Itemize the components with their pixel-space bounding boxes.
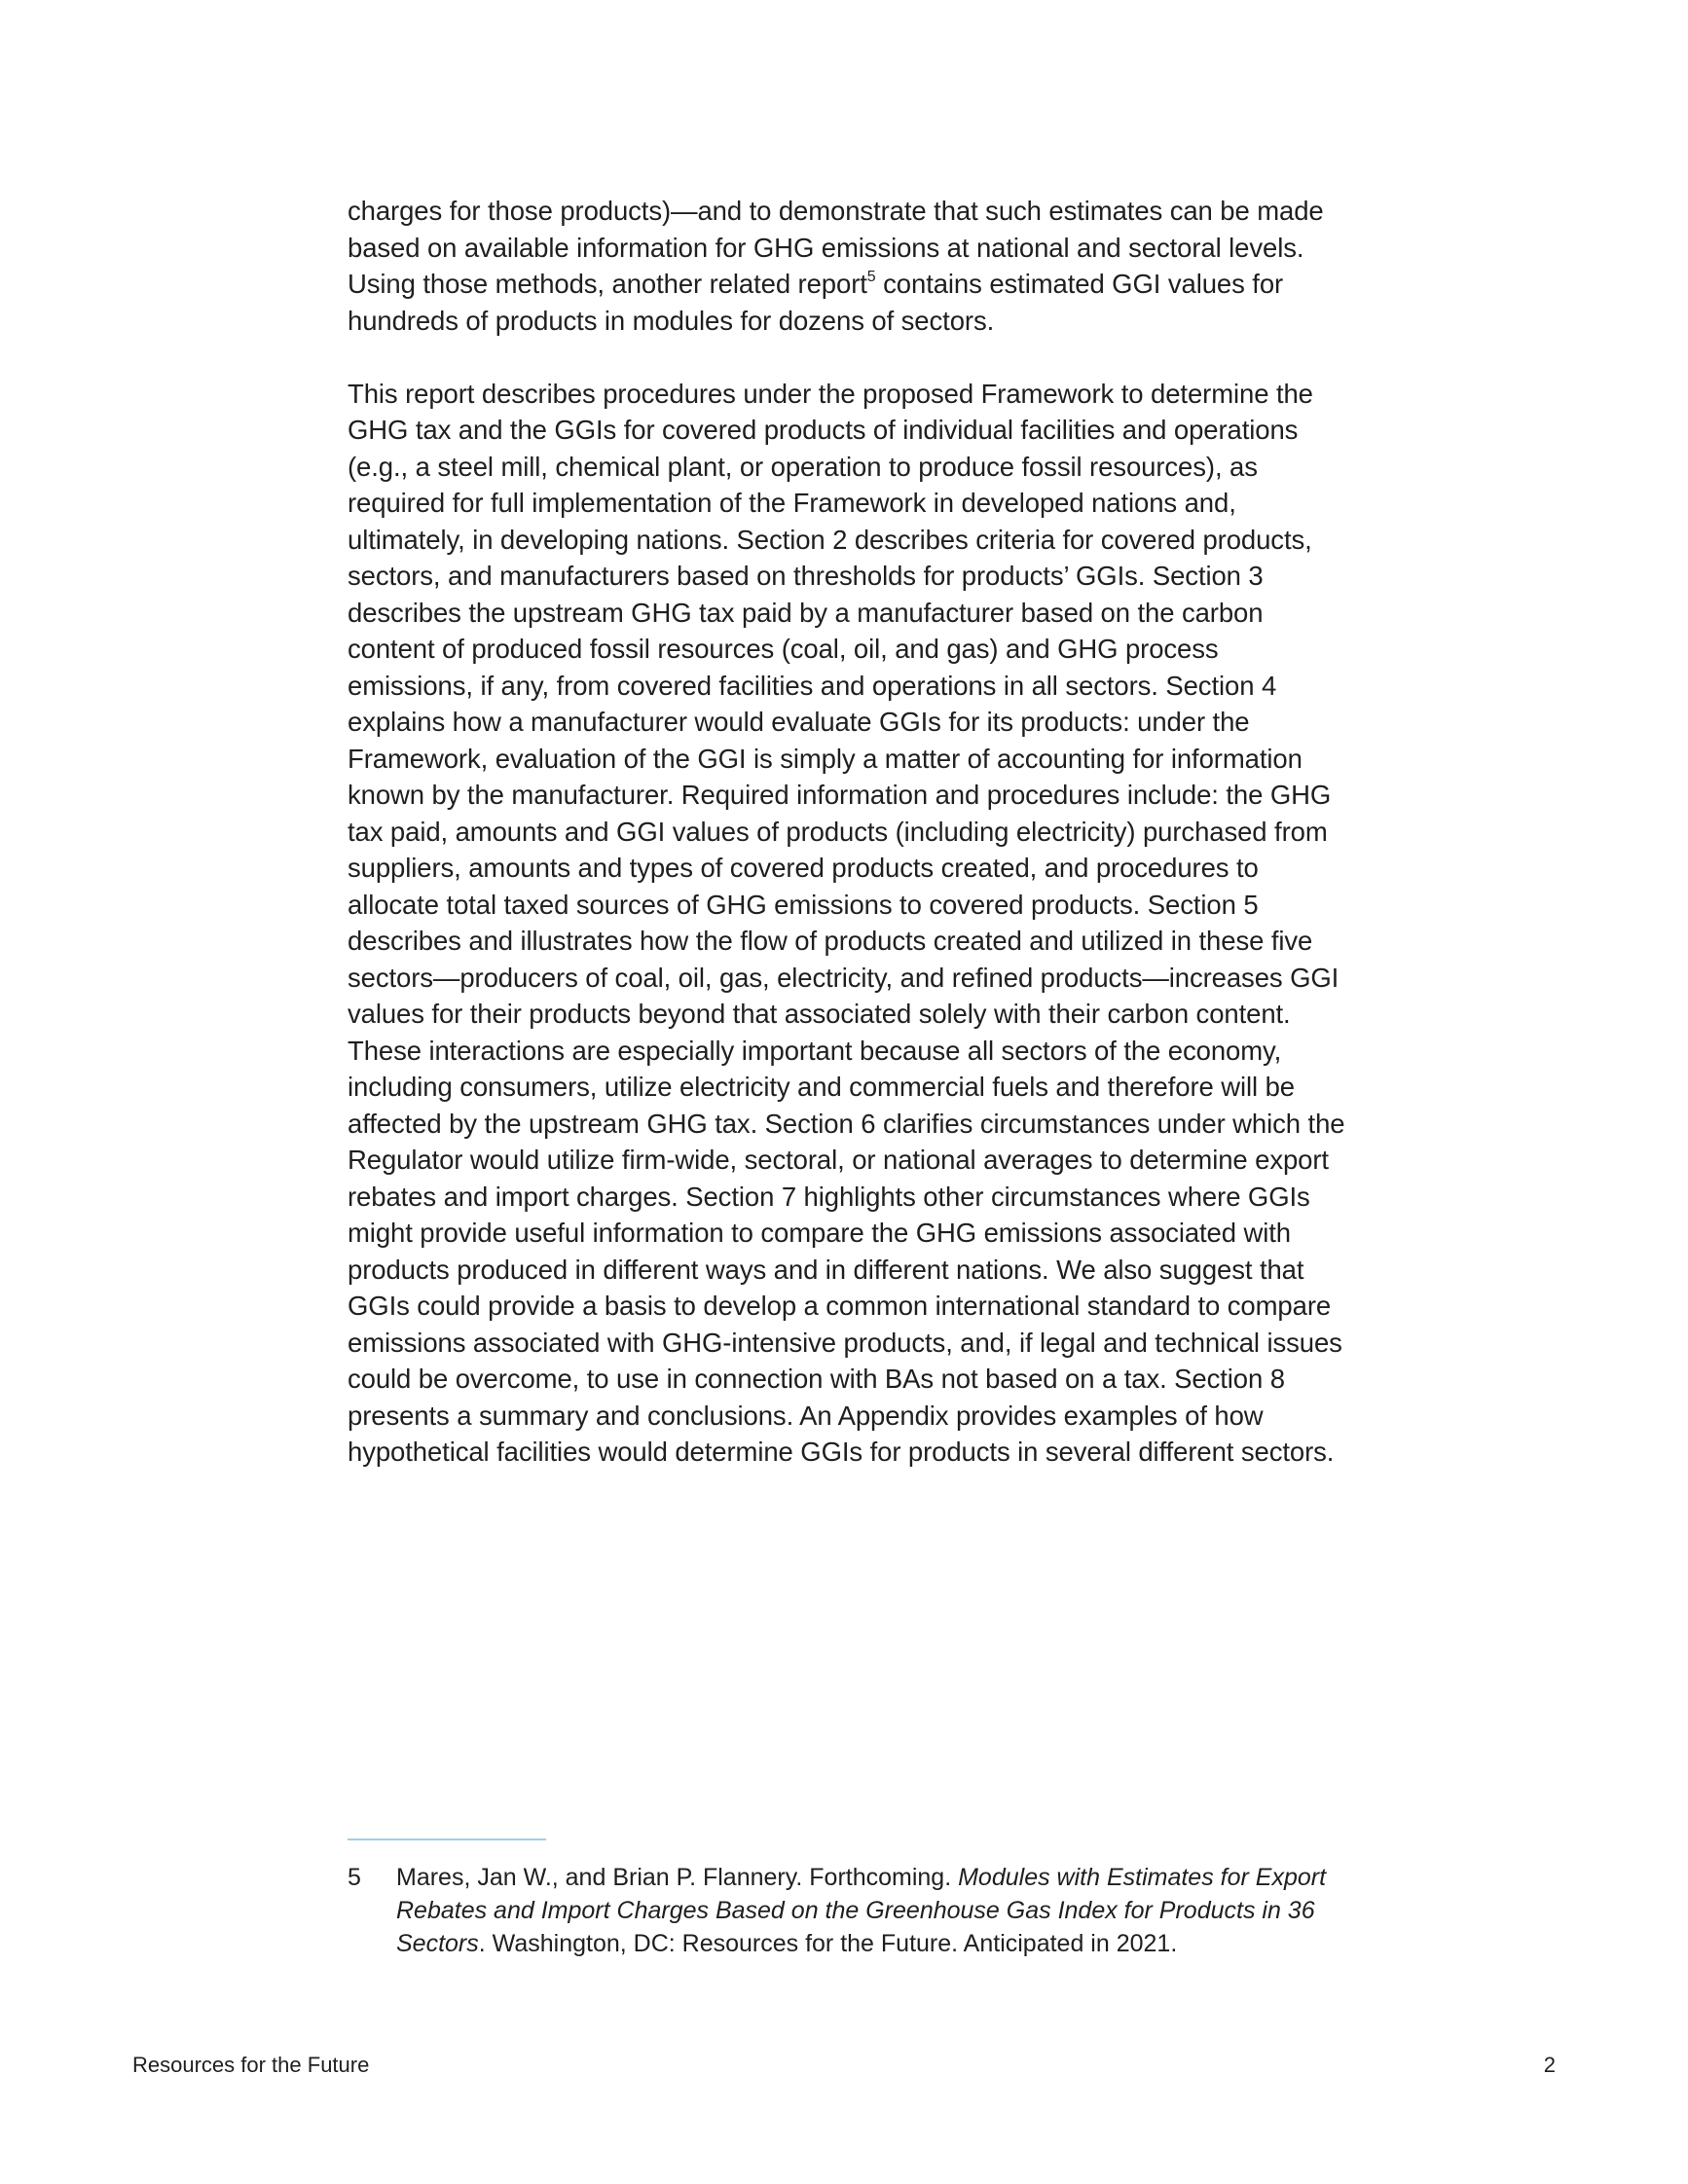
paragraph-1 xyxy=(348,193,1350,339)
footnote-publication: . Washington, DC: Resources for the Future. Anticipated in 2021. xyxy=(478,1930,1178,1957)
footnote-divider xyxy=(348,1838,546,1840)
footnote-number: 5 xyxy=(348,1864,361,1891)
footnote-authors: Mares, Jan W., and Brian P. Flannery. Forthcoming. xyxy=(396,1864,959,1891)
body-text xyxy=(348,193,1350,1471)
paragraph-1-text-start: charges for those products)—and to demonstrate that such estimates can be made based on available information for GHG emissions at national and sectoral levels. Using those methods, another related report xyxy=(348,196,1324,299)
paragraph-1-text-end: contains estimated GGI values for hundreds of products in modules for dozens of sectors. xyxy=(348,269,1284,336)
page-number: 2 xyxy=(1543,2053,1556,2077)
footnote-reference[interactable]: 5 xyxy=(866,268,876,285)
paragraph-2: This report describes procedures under the proposed Framework to determine the GHG tax and the GGIs for covered products of individual facilities and operations (e.g., a steel mill, chemical plant, or operation to produce fossil resources), as required for full implementation of the Framework in developed nations and, ultimately, in developing nations. Section 2 describes criteria for covered products, sectors, and manufacturers based on thresholds for products’ GGIs. Section 3 describes the upstream GHG tax paid by a manufacturer based on the carbon content of produced fossil resources (coal, oil, and gas) and GHG process emissions, if any, from covered facilities and operations in all sectors. Section 4 explains how a manufacturer would evaluate GGIs for its products: under the Framework, evaluation of the GGI is simply a matter of accounting for information known by the manufacturer. Required information and procedures include: the GHG tax paid, amounts and GGI values of products (including electricity) purchased from suppliers, amounts and types of covered products created, and procedures to allocate total taxed sources of GHG emissions to covered products. Section 5 describes and illustrates how the flow of products created and utilized in these five sectors—producers of coal, oil, gas, electricity, and refined products—increases GGI values for their products beyond that associated solely with their carbon content. These interactions are especially important because all sectors of the economy, including consumers, utilize electricity and commercial fuels and therefore will be affected by the upstream GHG tax. Section 6 clarifies circumstances under which the Regulator would utilize firm-wide, sectoral, or national averages to determine export rebates and import charges. Section 7 highlights other circumstances where GGIs might provide useful information to compare the GHG emissions associated with products produced in different ways and in different nations. We also suggest that GGIs could provide a basis to develop a common international standard to compare emissions associated with GHG-intensive products, and, if legal and technical issues could be overcome, to use in connection with BAs not based on a tax. Section 8 presents a summary and conclusions. An Appendix provides examples of how hypothetical facilities would determine GGIs for products in several different sectors. xyxy=(348,378,1345,1467)
footnote-title: Modules with Estimates for Export Rebates and Import Charges Based on the Greenhouse Gas Index for Products in 36 Sectors xyxy=(396,1864,1327,1957)
footnote-text xyxy=(396,1861,1331,1960)
footer-publisher: Resources for the Future xyxy=(132,2053,370,2077)
footnote-5 xyxy=(348,1861,1331,1960)
